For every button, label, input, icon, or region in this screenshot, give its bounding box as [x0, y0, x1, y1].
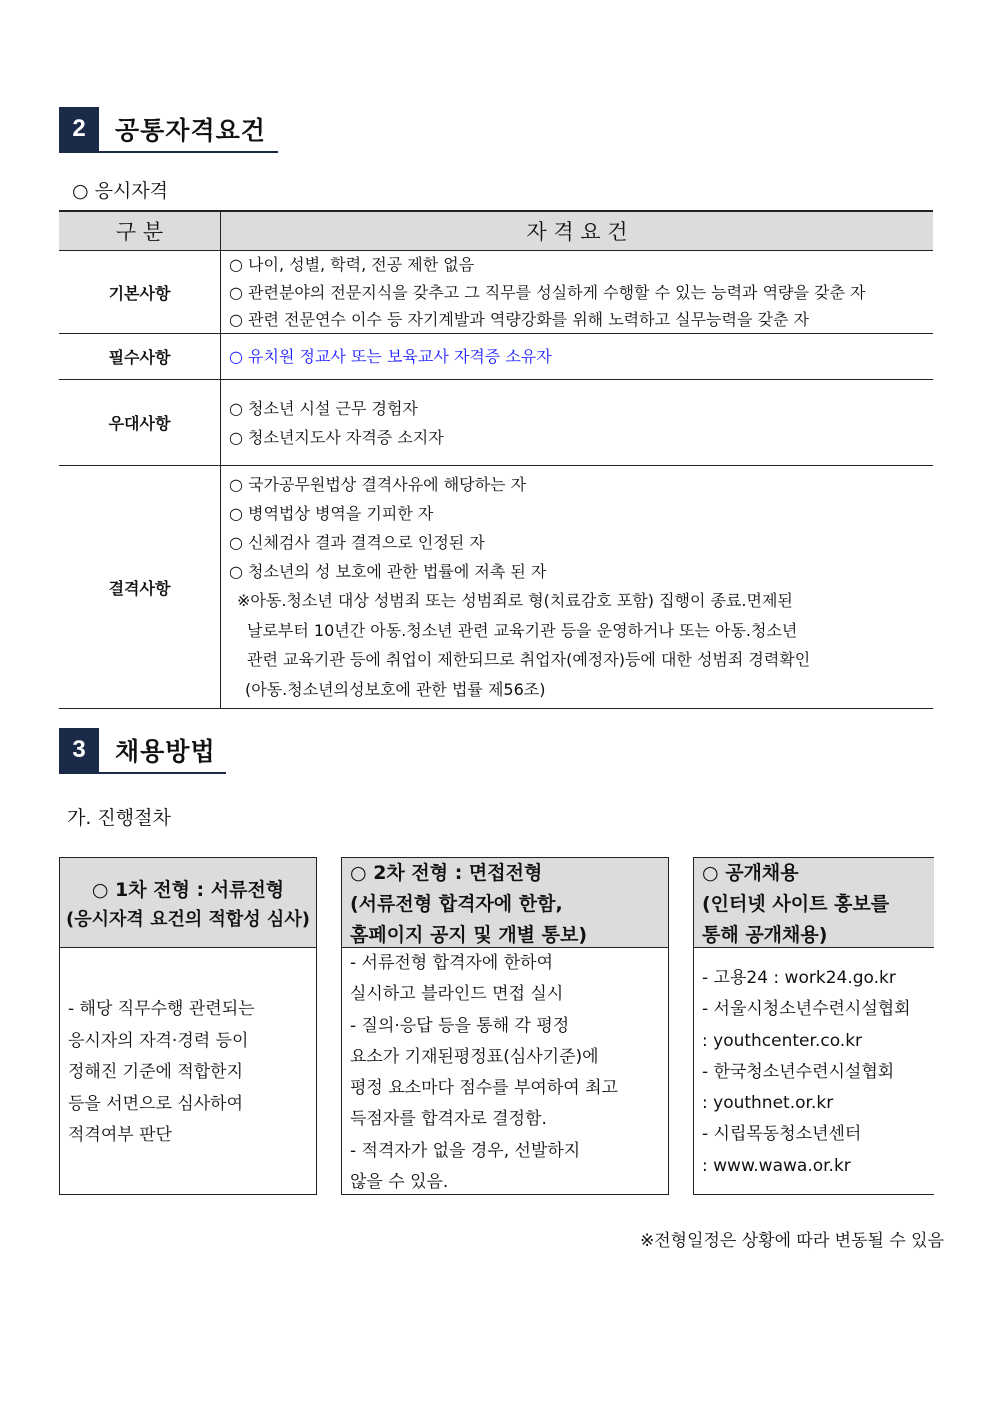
stage-box-document-screening: [59, 857, 317, 1195]
note-line: 관련 교육기관 등에 취업이 제한되므로 취업자(예정자)등에 대한 성범죄 경력확인: [247, 650, 811, 669]
box-header: [342, 858, 668, 948]
box-body-line: - 시립목동청소년센터: [702, 1124, 862, 1145]
box-body: [694, 948, 934, 1182]
list-item: ○ 국가공무원법상 결격사유에 해당하는 자: [229, 475, 527, 494]
box-body: [60, 948, 316, 1152]
section-2-header: [59, 107, 278, 153]
box-body-line: : youthcenter.co.kr: [702, 1030, 863, 1051]
note-line: (아동.청소년의성보호에 관한 법률 제56조): [245, 679, 546, 699]
note-line: 날로부터 10년간 아동.청소년 관련 교육기관 등을 운영하거나 또는 아동.청소년: [247, 620, 798, 640]
note-line: ※아동.청소년 대상 성범죄 또는 성범죄로 형(치료감호 포함) 집행이 종료.면제된: [237, 591, 793, 610]
box-body-line: 실시하고 블라인드 면접 실시: [350, 984, 564, 1005]
list-item: ○ 청소년의 성 보호에 관한 법률에 저촉 된 자: [229, 562, 547, 581]
requirements-table: [59, 210, 933, 709]
box-body-line: 등을 서면으로 심사하여: [68, 1093, 244, 1114]
section-number: 2: [59, 107, 99, 151]
list-item: ○ 유치원 정교사 또는 보육교사 자격증 소유자: [229, 347, 552, 366]
box-header: [60, 858, 316, 948]
list-item: ○ 관련 전문연수 이수 등 자기계발과 역량강화를 위해 노력하고 실무능력을 갖춘 자: [229, 310, 809, 329]
table-row: [59, 334, 933, 380]
box-header-line: (인터넷 사이트 홍보를: [702, 893, 890, 915]
row-items: [221, 380, 934, 466]
box-body-line: 득점자를 합격자로 결정함.: [350, 1109, 547, 1130]
box-body-line: 응시자의 자격·경력 등이: [68, 1030, 249, 1051]
table-row: [59, 466, 933, 709]
schedule-footnote: ※전형일정은 상황에 따라 변동될 수 있음: [639, 1231, 944, 1251]
section-title: 채용방법: [115, 737, 216, 766]
stage-box-interview: [341, 857, 669, 1195]
table-row: [59, 380, 933, 466]
box-body-line: - 고용24 : work24.go.kr: [702, 968, 896, 988]
stage-box-public-recruitment: [693, 857, 934, 1195]
box-body-line: 정해진 기준에 적합한지: [68, 1062, 244, 1082]
box-header-line: (서류전형 합격자에 한함,: [350, 893, 563, 915]
table-header-row: [59, 211, 933, 251]
row-items: [221, 334, 934, 380]
row-items: [221, 466, 934, 709]
section-title: 공통자격요건: [115, 116, 266, 145]
list-item: ○ 병역법상 병역을 기피한 자: [229, 504, 434, 523]
box-body-line: - 해당 직무수행 관련되는: [68, 999, 255, 1019]
box-body-line: 않을 수 있음.: [350, 1172, 449, 1193]
list-item: ○ 신체검사 결과 결격으로 인정된 자: [229, 533, 485, 552]
box-body-line: 적격여부 판단: [68, 1125, 172, 1145]
box-body-line: - 서울시청소년수련시설협회: [702, 999, 911, 1020]
box-body-line: 요소가 기재된평정표(심사기준)에: [350, 1046, 599, 1067]
row-category: 기본사항: [59, 251, 221, 334]
box-header: [694, 858, 934, 948]
box-body-line: - 질의·응답 등을 통해 각 평정: [350, 1015, 570, 1036]
list-item: ○ 관련분야의 전문지식을 갖추고 그 직무를 성실하게 수행할 수 있는 능력과 역량을 갖춘 자: [229, 283, 866, 302]
box-body-line: 평정 요소마다 점수를 부여하여 최고: [350, 1078, 618, 1099]
box-body: [342, 948, 668, 1198]
box-header-line: (응시자격 요건의 적합성 심사): [66, 909, 310, 930]
procedure-label: 가. 진행절차: [67, 807, 171, 829]
list-item: ○ 나이, 성별, 학력, 전공 제한 없음: [229, 255, 475, 274]
list-item: ○ 청소년 시설 근무 경험자: [229, 398, 418, 418]
table-header-category: 구 분: [59, 211, 221, 251]
row-items: [221, 251, 934, 334]
table-row: [59, 251, 933, 334]
box-header-line: ○ 1차 전형 : 서류전형: [91, 879, 285, 901]
eligibility-label: ○ 응시자격: [72, 180, 169, 202]
box-header-line: 홈페이지 공지 및 개별 통보): [350, 924, 588, 946]
box-header-line: 통해 공개채용): [702, 924, 828, 946]
box-header-line: ○ 공개채용: [702, 862, 799, 884]
section-3-header: [59, 728, 226, 774]
box-body-line: - 한국청소년수련시설협회: [702, 1061, 895, 1082]
table-header-requirements: 자 격 요 건: [221, 211, 934, 251]
row-category: 필수사항: [59, 334, 221, 380]
box-body-line: - 서류전형 합격자에 한하여: [350, 953, 553, 973]
section-number: 3: [59, 728, 99, 772]
row-category: 결격사항: [59, 466, 221, 709]
box-body-line: : youthnet.or.kr: [702, 1093, 834, 1114]
box-body-line: : www.wawa.or.kr: [702, 1155, 851, 1176]
box-body-line: - 적격자가 없을 경우, 선발하지: [350, 1140, 581, 1161]
box-header-line: ○ 2차 전형 : 면접전형: [350, 862, 543, 884]
row-category: 우대사항: [59, 380, 221, 466]
list-item: ○ 청소년지도사 자격증 소지자: [229, 427, 444, 447]
